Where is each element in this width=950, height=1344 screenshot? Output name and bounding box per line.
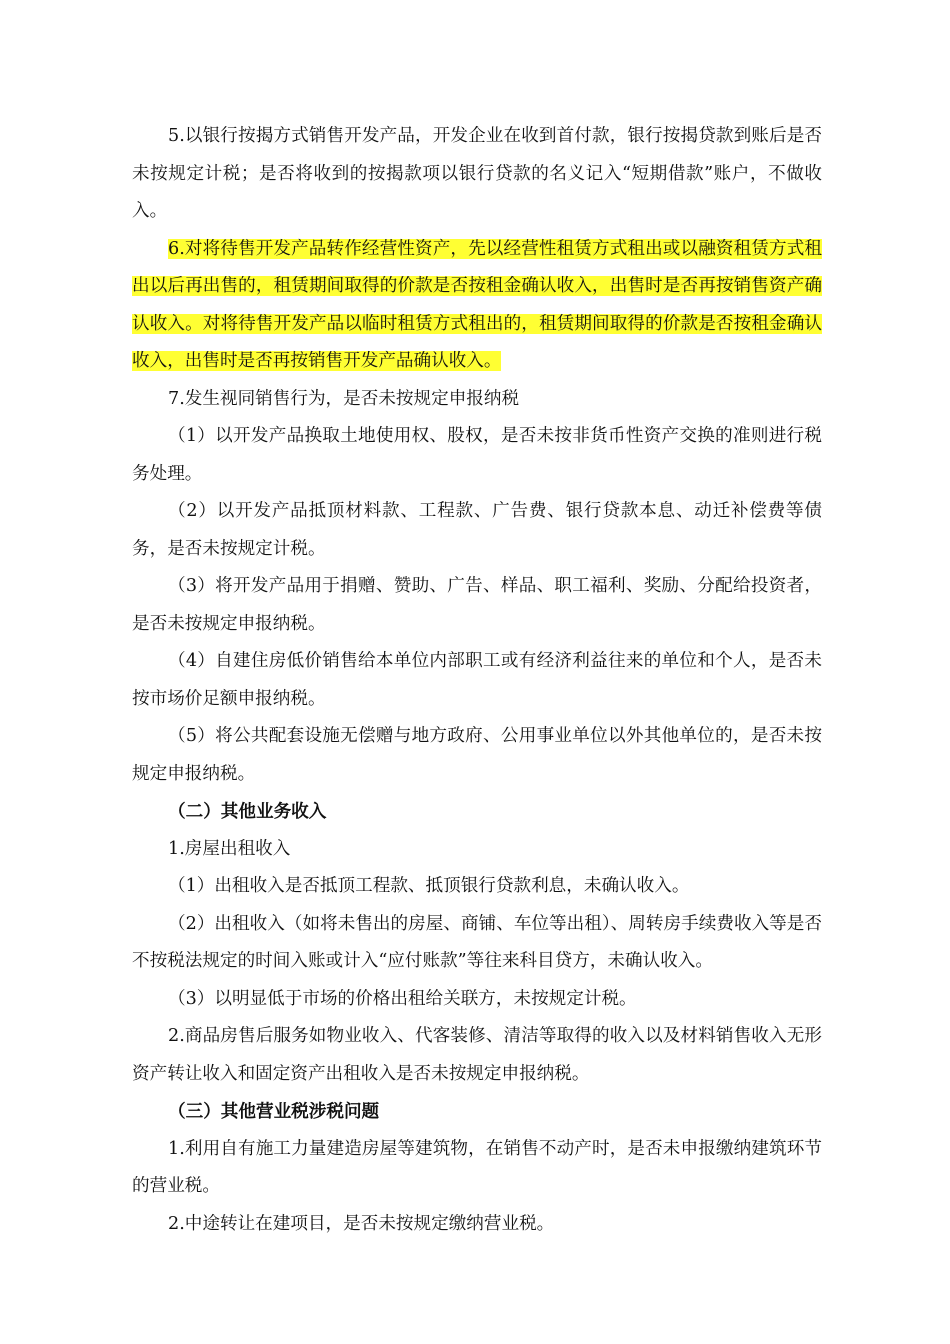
paragraph-item-after-sale-service: 2.商品房售后服务如物业收入、代客装修、清洁等取得的收入以及材料销售收入无形资产转让收入和固定资产出租收入是否未按规定申报纳税。	[132, 1026, 822, 1084]
document-body	[132, 118, 822, 1243]
paragraph-item-rental-1: （1）出租收入是否抵顶工程款、抵顶银行贷款利息，未确认收入。	[168, 876, 690, 896]
section-heading-business-tax-issues: （三）其他营业税涉税问题	[168, 1101, 380, 1122]
paragraph-item-7-1: （1）以开发产品换取土地使用权、股权，是否未按非货币性资产交换的准则进行税务处理。	[132, 426, 822, 484]
paragraph-item-7-2: （2）以开发产品抵顶材料款、工程款、广告费、银行贷款本息、动迁补偿费等债务，是否未按规定计税。	[132, 501, 822, 559]
paragraph-item-rental-3: （3）以明显低于市场的价格出租给关联方，未按规定计税。	[168, 988, 637, 1009]
paragraph-item-project-transfer: 2.中途转让在建项目，是否未按规定缴纳营业税。	[168, 1213, 555, 1234]
paragraph-item-7: 7.发生视同销售行为，是否未按规定申报纳税	[168, 388, 520, 409]
paragraph-item-7-3: （3）将开发产品用于捐赠、赞助、广告、样品、职工福利、奖励、分配给投资者，是否未按规定申报纳税。	[132, 576, 822, 634]
paragraph-item-5: 5.以银行按揭方式销售开发产品，开发企业在收到首付款，银行按揭贷款到账后是否未按规定计税；是否将收到的按揭款项以银行贷款的名义记入“短期借款”账户，不做收入。	[132, 126, 822, 221]
section-heading-other-business-income: （二）其他业务收入	[168, 801, 327, 822]
paragraph-item-self-construction: 1.利用自有施工力量建造房屋等建筑物，在销售不动产时，是否未申报缴纳建筑环节的营业税。	[132, 1138, 822, 1196]
paragraph-item-6-highlighted	[132, 231, 822, 381]
paragraph-item-7-4: （4）自建住房低价销售给本单位内部职工或有经济利益往来的单位和个人，是否未按市场价足额申报纳税。	[132, 651, 822, 709]
paragraph-item-7-5: （5）将公共配套设施无偿赠与地方政府、公用事业单位以外其他单位的，是否未按规定申报纳税。	[132, 726, 822, 784]
highlighted-text: 6.对将待售开发产品转作经营性资产，先以经营性租赁方式租出或以融资租赁方式租出以后再出售的，租赁期间取得的价款是否按租金确认收入，出售时是否再按销售资产确认收入。对将待售开发产品以临时租赁方式租出的，租赁期间取得的价款是否按租金确认收入，出售时是否再按销售开发产品确认收入。	[132, 238, 822, 371]
paragraph-item-rental-income: 1.房屋出租收入	[168, 838, 291, 859]
paragraph-item-rental-2: （2）出租收入（如将未售出的房屋、商铺、车位等出租）、周转房手续费收入等是否不按税法规定的时间入账或计入“应付账款”等往来科目贷方，未确认收入。	[132, 913, 822, 971]
